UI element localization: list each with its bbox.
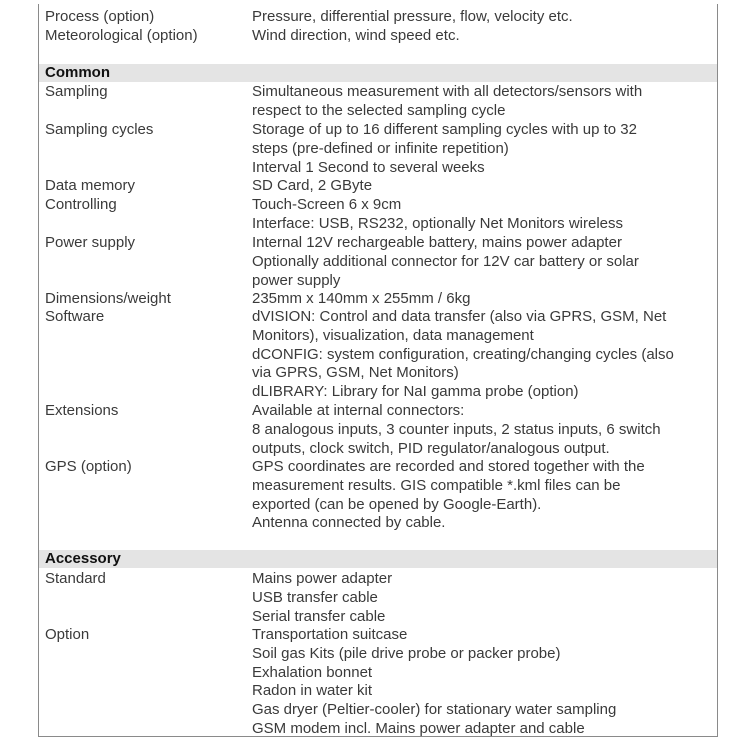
spec-value: Wind direction, wind speed etc. <box>252 27 460 44</box>
spec-label: Meteorological (option) <box>45 27 198 44</box>
spec-label: Process (option) <box>45 8 155 25</box>
spec-table: Process (option) Pressure, differential pressure, flow, velocity etc. Meteorological (option) Wind direction, wind speed etc. Common Sampling Simultaneous measurement with all detectors/sensors with respect to the selected sampling cycle Sampling cycles Storage of up to 16 different sampling cycles with up to 32 steps (pre-defined or infinite repetition) Interval 1 Second to several weeks Data memory SD Card, 2 GByte Controlling Touch-Screen 6 x 9cm Interface: USB, RS232, optionally Net Monitors wireless Power supply Internal 12V rechargeable battery, mains power adapter Optionally additional connector for 12V car battery or solar power supply Dimensions/weight 235mm x 140mm x 255mm / 6kg Software dVISION: Control and data transfer (also via GPRS, GSM, Net Monitors), visualization, data management dCONFIG: system configuration, creating/changing cycles (also via GPRS, GSM, Net Monitors) dLIBRARY: Library for NaI gamma probe (option) Extensions Available at internal connectors: 8 analogous inputs, 3 counter inputs, 2 status inputs, 6 switch outputs, clock switch, PID regulator/analogous output. GPS (option) GPS coordinates are recorded and stored together with the measurement results. GIS compatible *.kml files can be exported (can be opened by Google-Earth). Antenna connected by cable. Accessory Standard Mains power adapter USB transfer cable Serial transfer cable Option Transportation suitcase Soil gas Kits (pile drive probe or packer probe) Exhalation bonnet Radon in water kit Gas dryer (Peltier-cooler) for stationary water sampling GSM modem incl. Mains power adapter and cable <box>38 4 718 737</box>
section-heading-accessory: Accessory <box>39 550 717 568</box>
section-heading-common: Common <box>39 64 717 82</box>
spec-value: Pressure, differential pressure, flow, velocity etc. <box>252 8 573 25</box>
